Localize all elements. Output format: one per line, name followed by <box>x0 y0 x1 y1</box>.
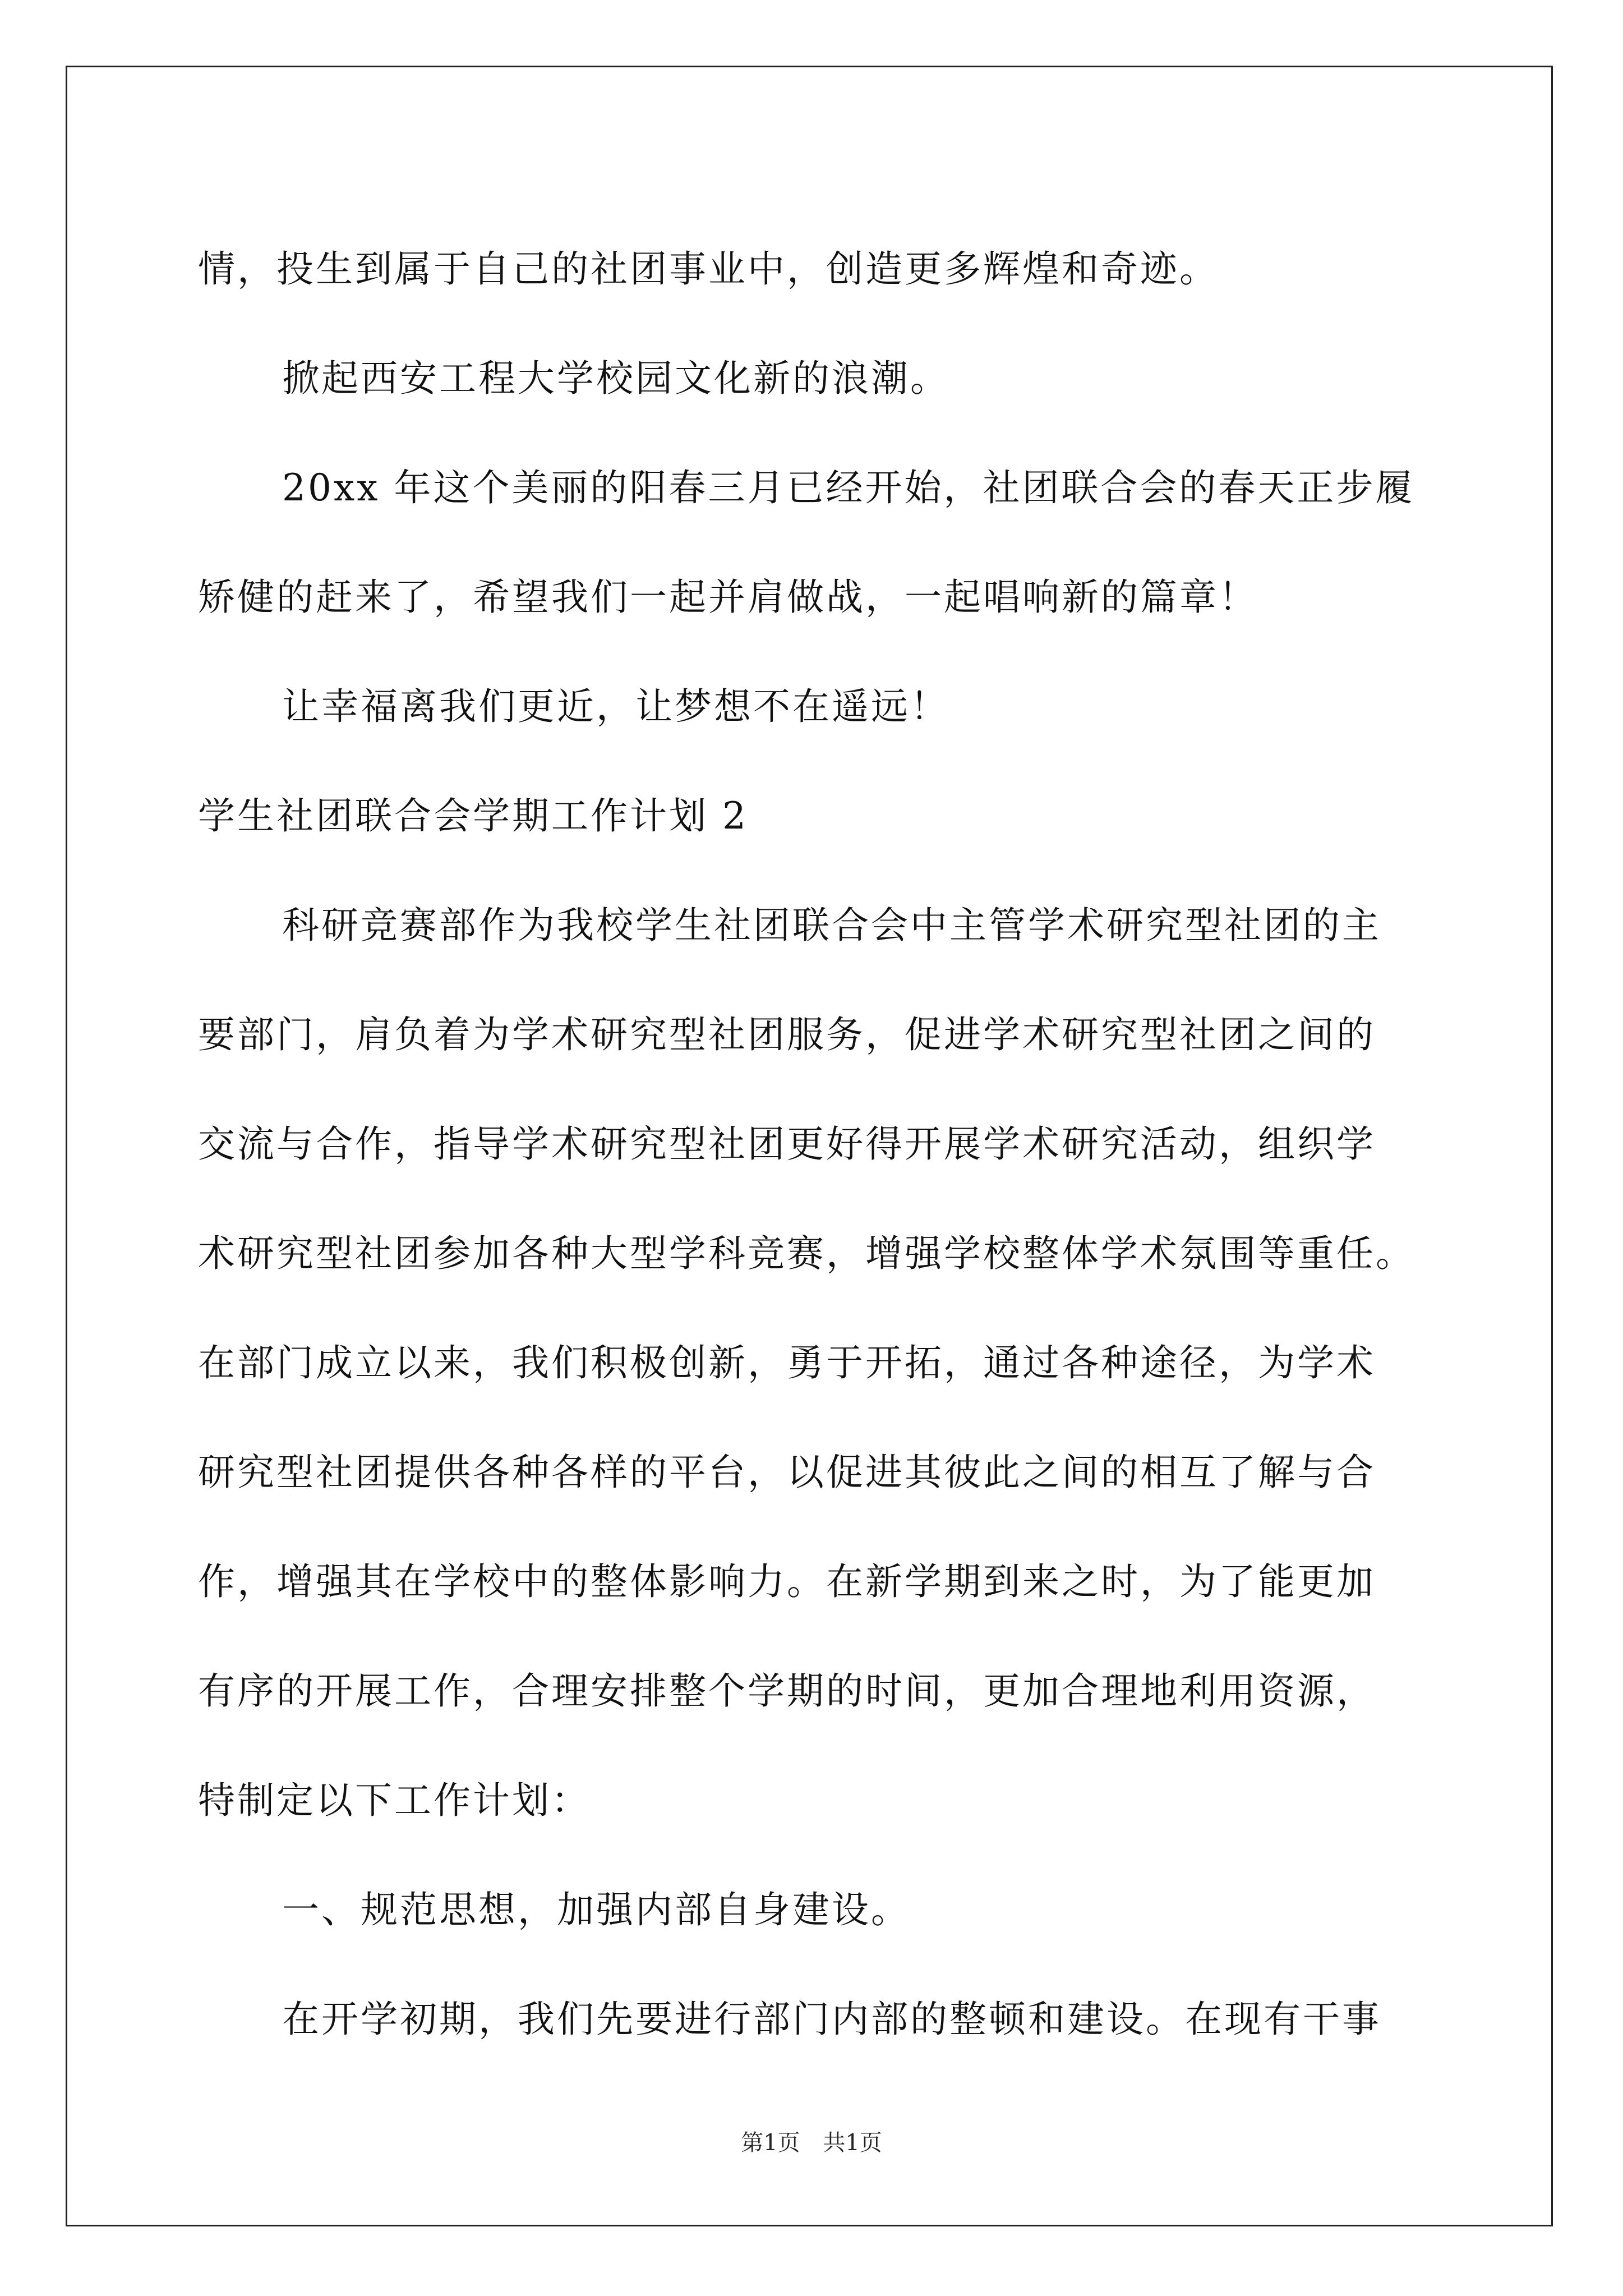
text-line: 掀起西安工程大学校园文化新的浪潮。 <box>282 357 949 400</box>
text-line: 科研竞赛部作为我校学生社团联合会中主管学术研究型社团的主 <box>282 904 1381 947</box>
text-line: 情，投生到属于自己的社团事业中，创造更多辉煌和奇迹。 <box>198 247 1219 291</box>
text-line: 研究型社团提供各种各样的平台，以促进其彼此之间的相互了解与合 <box>198 1451 1376 1494</box>
text-line: 有序的开展工作，合理安排整个学期的时间，更加合理地利用资源， <box>198 1669 1376 1713</box>
text-line: 要部门，肩负着为学术研究型社团服务，促进学术研究型社团之间的 <box>198 1013 1376 1056</box>
text-line: 术研究型社团参加各种大型学科竞赛，增强学校整体学术氛围等重任。 <box>198 1232 1415 1275</box>
text-line: 让幸福离我们更近，让梦想不在遥远！ <box>282 685 949 728</box>
text-line: 作，增强其在学校中的整体影响力。在新学期到来之时，为了能更加 <box>198 1560 1376 1603</box>
text-line: 矫健的赶来了，希望我们一起并肩做战，一起唱响新的篇章！ <box>198 576 1258 619</box>
text-line: 在开学初期，我们先要进行部门内部的整顿和建设。在现有干事 <box>282 1998 1381 2041</box>
page-number: 第1页 <box>741 2130 800 2156</box>
page-footer <box>0 2129 1623 2157</box>
document-body <box>198 214 1437 2074</box>
text-line: 20xx 年这个美丽的阳春三月已经开始，社团联合会的春天正步履 <box>282 466 1415 509</box>
text-line: 交流与合作，指导学术研究型社团更好得开展学术研究活动，组织学 <box>198 1122 1376 1166</box>
text-line: 在部门成立以来，我们积极创新，勇于开拓，通过各种途径，为学术 <box>198 1341 1376 1384</box>
text-line: 一、规范思想，加强内部自身建设。 <box>282 1888 910 1931</box>
section-heading: 学生社团联合会学期工作计划 2 <box>198 794 748 838</box>
text-line: 特制定以下工作计划： <box>198 1779 591 1822</box>
page-total: 共1页 <box>823 2130 882 2156</box>
